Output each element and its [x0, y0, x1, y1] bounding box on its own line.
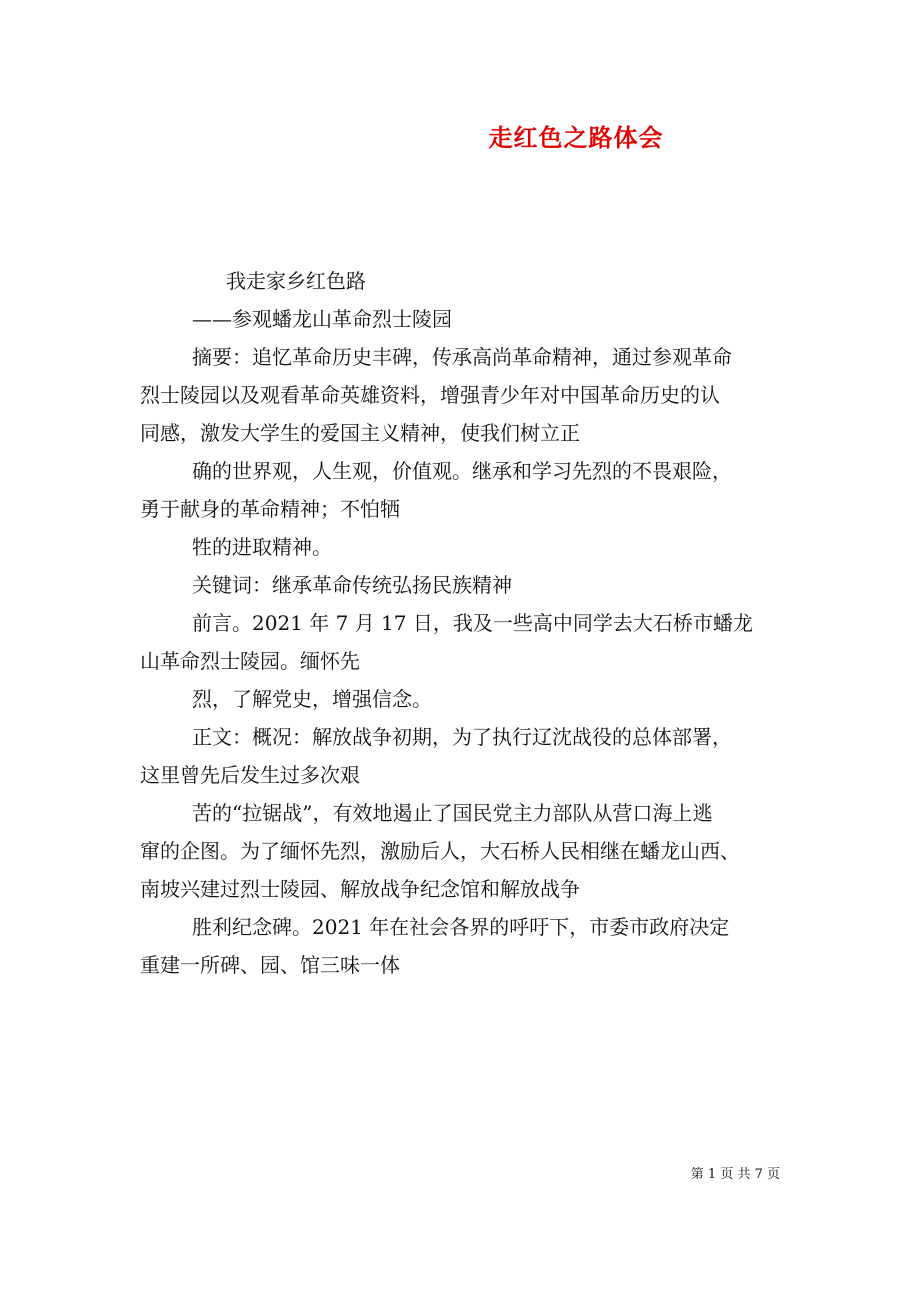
paragraph-line: 烈士陵园以及观看革命英雄资料，增强青少年对中国革命历史的认 — [140, 383, 720, 407]
document-body — [140, 262, 790, 984]
paragraph-line: 山革命烈士陵园。缅怀先 — [140, 649, 360, 673]
paragraph-line: 前言。2021 年 7 月 17 日，我及一些高中同学去大石桥市蟠龙 — [192, 611, 753, 635]
paragraph-line: 摘要：追忆革命历史丰碑，传承高尚革命精神，通过参观革命 — [192, 345, 732, 369]
paragraph-line: 同感，激发大学生的爱国主义精神，使我们树立正 — [140, 421, 580, 445]
subtitle-line: 我走家乡红色路 — [226, 269, 366, 293]
page-number: 第 1 页 共 7 页 — [690, 1167, 780, 1182]
paragraph-line: 窜的企图。为了缅怀先烈，激励后人，大石桥人民相继在蟠龙山西、 — [140, 839, 740, 863]
paragraph-line: 南坡兴建过烈士陵园、解放战争纪念馆和解放战争 — [140, 877, 580, 901]
paragraph-line: 勇于献身的革命精神；不怕牺 — [140, 497, 400, 521]
paragraph-line: 苦的“拉锯战”，有效地遏止了国民党主力部队从营口海上逃 — [192, 801, 713, 825]
document-title: 走红色之路体会 — [488, 123, 664, 152]
keywords-line: 关键词：继承革命传统弘扬民族精神 — [192, 573, 512, 597]
paragraph-line: 胜利纪念碑。2021 年在社会各界的呼吁下，市委市政府决定 — [192, 915, 730, 939]
subtitle-sub-line: ——参观蟠龙山革命烈士陵园 — [192, 307, 452, 331]
paragraph-line: 确的世界观，人生观，价值观。继承和学习先烈的不畏艰险， — [192, 459, 732, 483]
paragraph-line: 正文：概况：解放战争初期，为了执行辽沈战役的总体部署， — [192, 725, 732, 749]
paragraph-line: 重建一所碑、园、馆三味一体 — [140, 953, 400, 977]
paragraph-line: 这里曾先后发生过多次艰 — [140, 763, 360, 787]
paragraph-line: 烈，了解党史，增强信念。 — [192, 687, 432, 711]
paragraph-line: 牲的进取精神。 — [192, 535, 332, 559]
